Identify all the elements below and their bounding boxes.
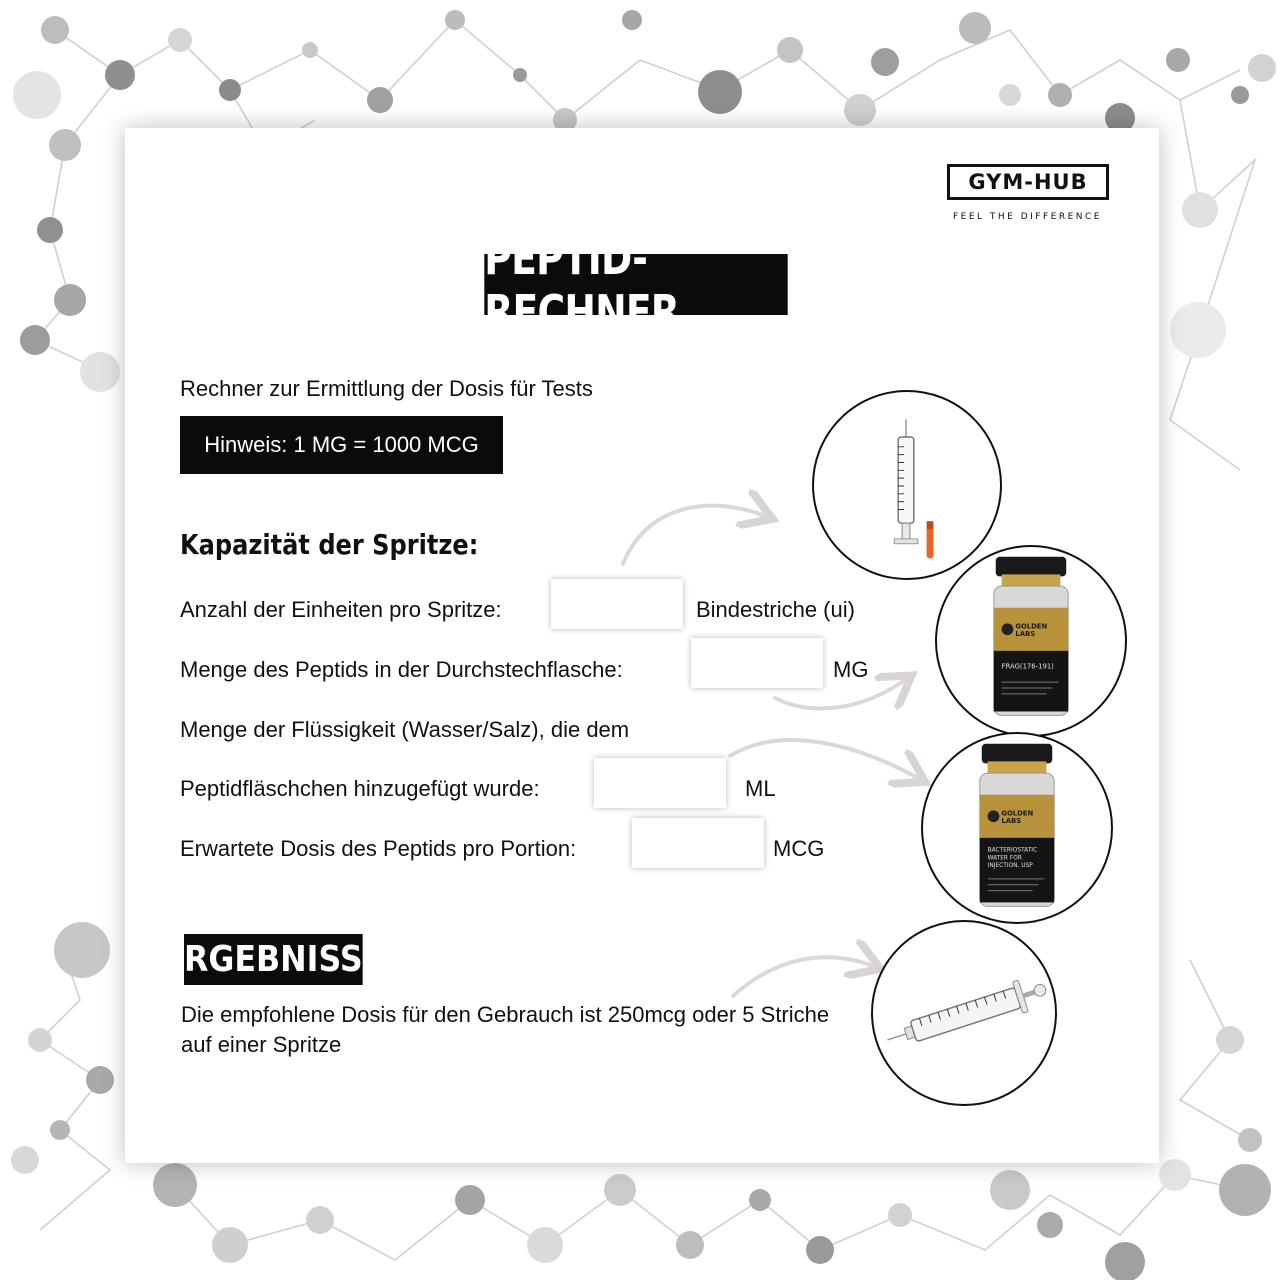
arrow-to-syringe (623, 506, 765, 564)
svg-text:LABS: LABS (1001, 817, 1022, 826)
svg-text:WATER FOR: WATER FOR (987, 855, 1022, 862)
peptide-amount-input[interactable] (691, 638, 823, 688)
peptide-vial-image (935, 545, 1127, 737)
arrow-to-water-vial (730, 740, 918, 778)
expected-dose-unit: MCG (773, 836, 825, 861)
page-title: PEPTID-RECHNER (484, 254, 787, 315)
brand-tagline: FEEL THE DIFFERENCE (952, 212, 1102, 222)
brand-logo: GYM-HUB (947, 164, 1109, 200)
liquid-amount-label-line1: Menge der Flüssigkeit (Wasser/Salz), die dem (180, 717, 630, 742)
insulin-syringe-image (812, 390, 1002, 580)
peptide-amount-unit: MG (833, 657, 869, 682)
conversion-note: Hinweis: 1 MG = 1000 MCG (180, 416, 503, 474)
syringe-capacity-heading: Kapazität der Spritze: (180, 528, 479, 561)
water-vial-image (921, 732, 1113, 924)
units-per-syringe-label: Anzahl der Einheiten pro Spritze: (180, 597, 502, 622)
svg-text:LABS: LABS (1015, 630, 1036, 639)
svg-text:BACTERIOSTATIC: BACTERIOSTATIC (987, 847, 1038, 854)
results-text: Die empfohlene Dosis für den Gebrauch ist 250mcg oder 5 Striche auf einer Spritze (181, 1002, 830, 1057)
one-ml-syringe-image (871, 920, 1057, 1106)
expected-dose-input[interactable] (632, 818, 764, 868)
svg-text:FRAG(176-191): FRAG(176-191) (1001, 662, 1054, 671)
units-per-syringe-unit: Bindestriche (ui) (696, 597, 855, 622)
svg-text:INJECTION, USP: INJECTION, USP (987, 863, 1033, 870)
svg-text:GOLDEN: GOLDEN (1015, 622, 1048, 631)
liquid-amount-label-line2: Peptidfläschchen hinzugefügt wurde: (180, 776, 540, 801)
results-heading: ERGEBNISSE (184, 934, 363, 985)
liquid-amount-input[interactable] (594, 758, 726, 808)
calculator-card (125, 128, 1159, 1163)
expected-dose-label: Erwartete Dosis des Peptids pro Portion: (180, 836, 577, 861)
liquid-amount-unit: ML (745, 776, 776, 801)
units-per-syringe-input[interactable] (551, 579, 683, 629)
peptide-amount-label: Menge des Peptids in der Durchstechflasche: (180, 657, 623, 682)
arrow-to-result-syringe (733, 957, 873, 996)
calculator-description: Rechner zur Ermittlung der Dosis für Tests (180, 376, 593, 401)
svg-text:GOLDEN: GOLDEN (1001, 809, 1034, 818)
